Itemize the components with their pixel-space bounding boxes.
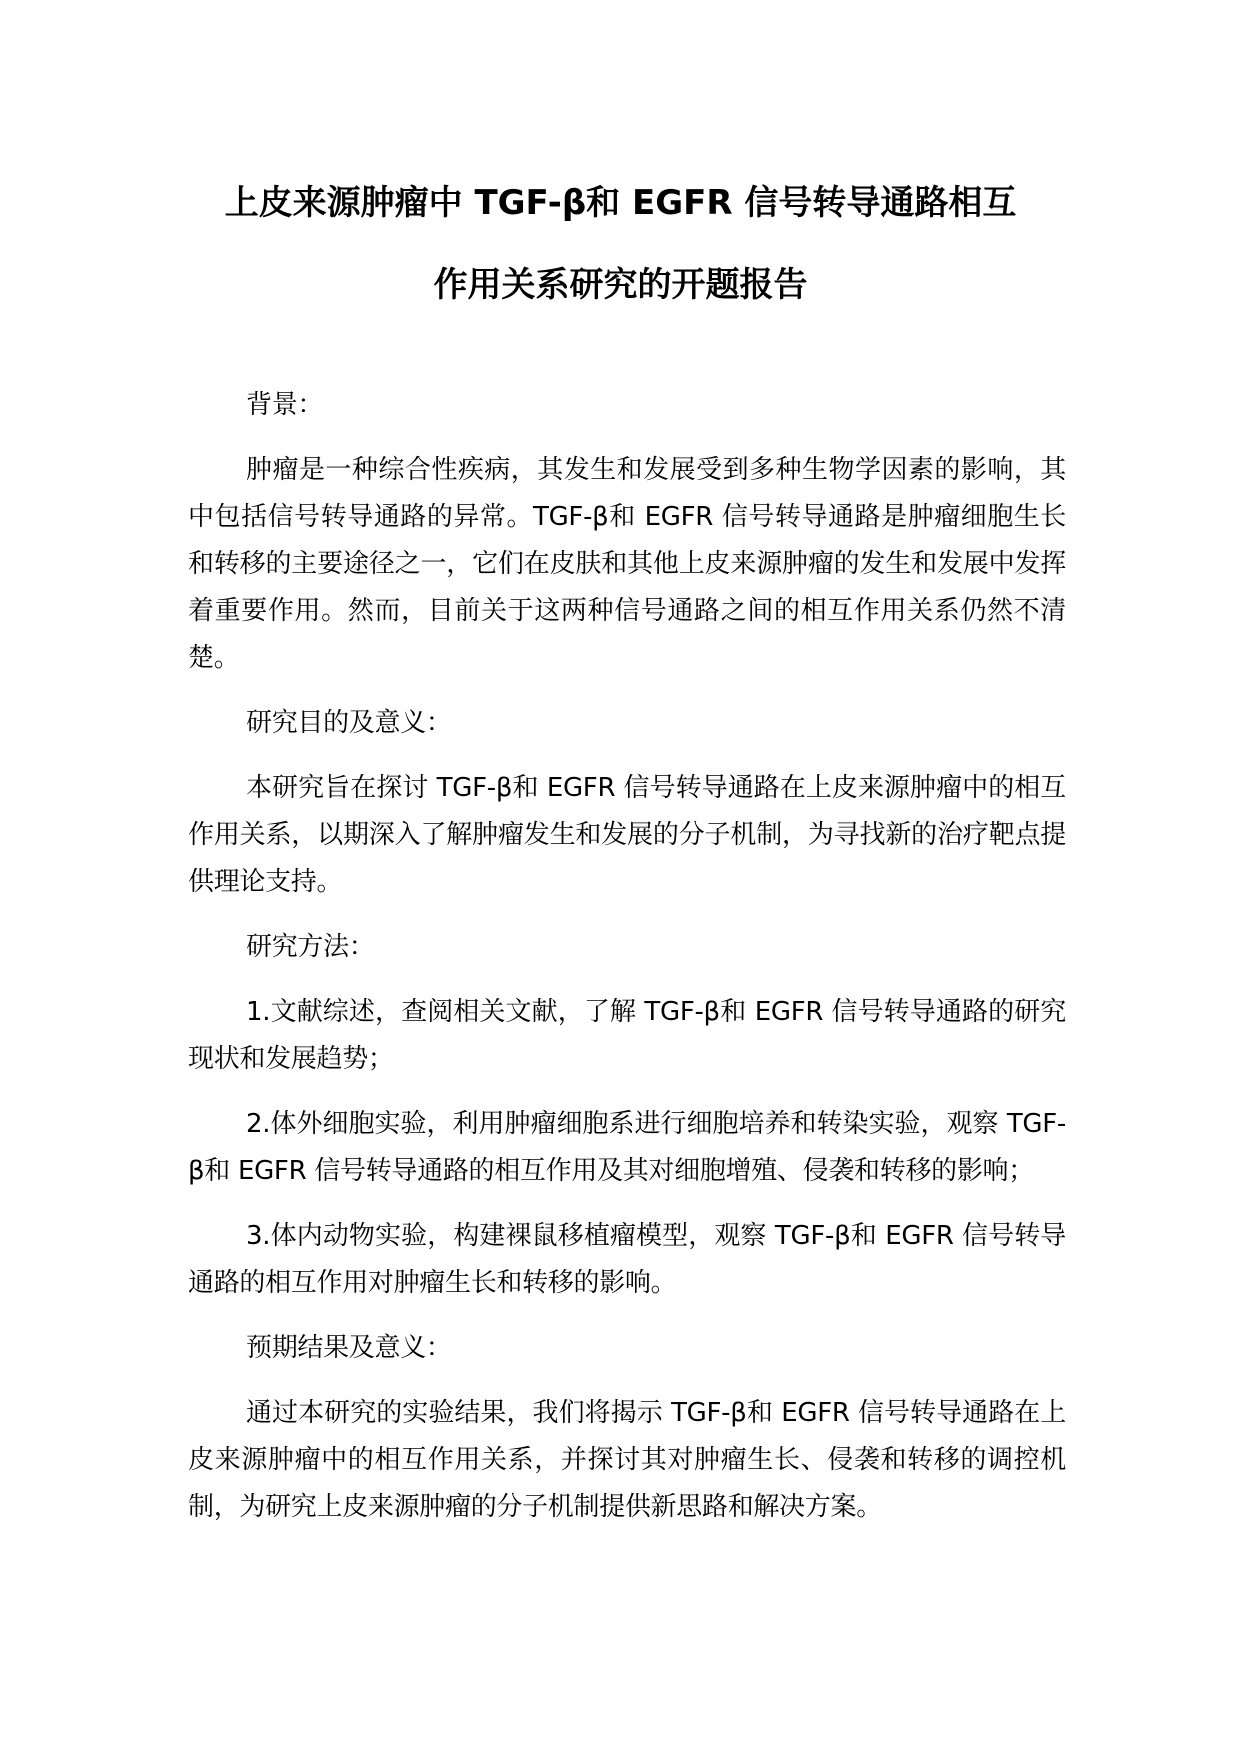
method-item-3: 3.体内动物实验，构建裸鼠移植瘤模型，观察 TGF-β和 EGFR 信号转导通路的相互作用对肿瘤生长和转移的影响。	[188, 1221, 1066, 1298]
document-title-line-1: 上皮来源肿瘤中 TGF-β和 EGFR 信号转导通路相互	[224, 183, 1017, 223]
section-heading-purpose: 研究目的及意义：	[246, 708, 452, 738]
method-item-1: 1.文献综述，查阅相关文献，了解 TGF-β和 EGFR 信号转导通路的研究现状和发展趋势；	[188, 997, 1066, 1074]
section-heading-methods: 研究方法：	[246, 932, 375, 962]
document-title-line-2: 作用关系研究的开题报告	[433, 265, 808, 305]
section-body-background: 肿瘤是一种综合性疾病，其发生和发展受到多种生物学因素的影响，其中包括信号转导通路的异常。TGF-β和 EGFR 信号转导通路是肿瘤细胞生长和转移的主要途径之一，它们在皮肤和其他上皮来源肿瘤的发生和发展中发挥着重要作用。然而，目前关于这两种信号通路之间的相互作用关系仍然不清楚。	[188, 455, 1066, 673]
document-body	[188, 382, 1066, 1549]
section-heading-expected-results: 预期结果及意义：	[246, 1333, 452, 1363]
method-item-2: 2.体外细胞实验，利用肿瘤细胞系进行细胞培养和转染实验，观察 TGF-β和 EGFR 信号转导通路的相互作用及其对细胞增殖、侵袭和转移的影响；	[188, 1109, 1066, 1186]
section-body-expected-results: 通过本研究的实验结果，我们将揭示 TGF-β和 EGFR 信号转导通路在上皮来源肿瘤中的相互作用关系，并探讨其对肿瘤生长、侵袭和转移的调控机制，为研究上皮来源肿瘤的分子机制提供新思路和解决方案。	[188, 1398, 1066, 1522]
section-body-purpose: 本研究旨在探讨 TGF-β和 EGFR 信号转导通路在上皮来源肿瘤中的相互作用关系，以期深入了解肿瘤发生和发展的分子机制，为寻找新的治疗靶点提供理论支持。	[188, 773, 1066, 897]
section-heading-background: 背景：	[246, 390, 324, 420]
